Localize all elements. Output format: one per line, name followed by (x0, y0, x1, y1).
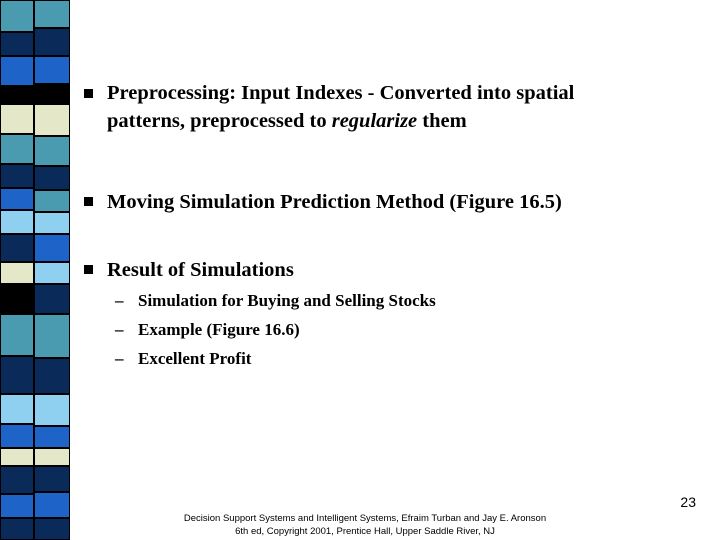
mosaic-block (0, 466, 34, 494)
mosaic-block (34, 28, 70, 56)
mosaic-block (34, 262, 70, 284)
mosaic-block (34, 394, 70, 426)
bullet-text-emphasis: regularize (331, 110, 418, 132)
mosaic-block (0, 262, 34, 284)
mosaic-block (34, 284, 70, 314)
bullet-item-result-of-simulations: Result of Simulations (107, 259, 294, 281)
bullet-marker (84, 197, 93, 206)
dash-marker: – (115, 291, 124, 310)
dash-marker: – (115, 320, 124, 339)
mosaic-block (34, 84, 70, 104)
mosaic-block (34, 212, 70, 234)
mosaic-block (34, 448, 70, 466)
bullet-item-moving-simulation: Moving Simulation Prediction Method (Figure 16.5) (107, 191, 562, 213)
mosaic-block (34, 104, 70, 136)
footer-line2: 6th ed, Copyright 2001, Prentice Hall, Upper Saddle River, NJ (235, 526, 495, 537)
mosaic-block (34, 56, 70, 84)
mosaic-block (0, 356, 34, 394)
mosaic-block (34, 234, 70, 262)
subbullet-example: Example (Figure 16.6) (138, 320, 300, 339)
footer-citation (150, 512, 580, 538)
subbullet-buying-selling: Simulation for Buying and Selling Stocks (138, 291, 436, 310)
mosaic-block (0, 424, 34, 448)
mosaic-block (34, 0, 70, 28)
bullet-text-line2-start: patterns, preprocessed to (107, 110, 332, 132)
mosaic-block (0, 134, 34, 164)
mosaic-block (34, 136, 70, 166)
mosaic-block (0, 494, 34, 518)
mosaic-block (34, 190, 70, 212)
mosaic-block (0, 56, 34, 86)
mosaic-block (0, 234, 34, 262)
mosaic-block (34, 492, 70, 518)
mosaic-block (0, 164, 34, 188)
mosaic-block (0, 32, 34, 56)
mosaic-block (34, 358, 70, 394)
mosaic-block (0, 448, 34, 466)
bullet-item-preprocessing (107, 79, 574, 135)
subbullet-excellent-profit: Excellent Profit (138, 349, 252, 368)
mosaic-block (0, 188, 34, 210)
bullet-marker (84, 89, 93, 98)
mosaic-block (34, 518, 70, 540)
footer-line1: Decision Support Systems and Intelligent Systems, Efraim Turban and Jay E. Aronson (183, 513, 547, 524)
bullet-text-line1: Preprocessing: Input Indexes - Converted into spatial (107, 82, 575, 104)
mosaic-block (34, 426, 70, 448)
mosaic-block (34, 166, 70, 190)
mosaic-block (0, 0, 34, 32)
bullet-text-line2-end: them (417, 110, 467, 132)
dash-marker: – (115, 349, 124, 368)
mosaic-block (0, 284, 34, 314)
mosaic-block (0, 104, 34, 134)
mosaic-block (0, 314, 34, 356)
mosaic-block (34, 466, 70, 492)
bullet-marker (84, 265, 93, 274)
mosaic-block (0, 394, 34, 424)
mosaic-block (34, 314, 70, 358)
mosaic-block (0, 518, 34, 540)
mosaic-block (0, 210, 34, 234)
mosaic-block (0, 86, 34, 104)
decorative-mosaic-strip (0, 0, 72, 540)
page-number: 23 (680, 494, 696, 510)
